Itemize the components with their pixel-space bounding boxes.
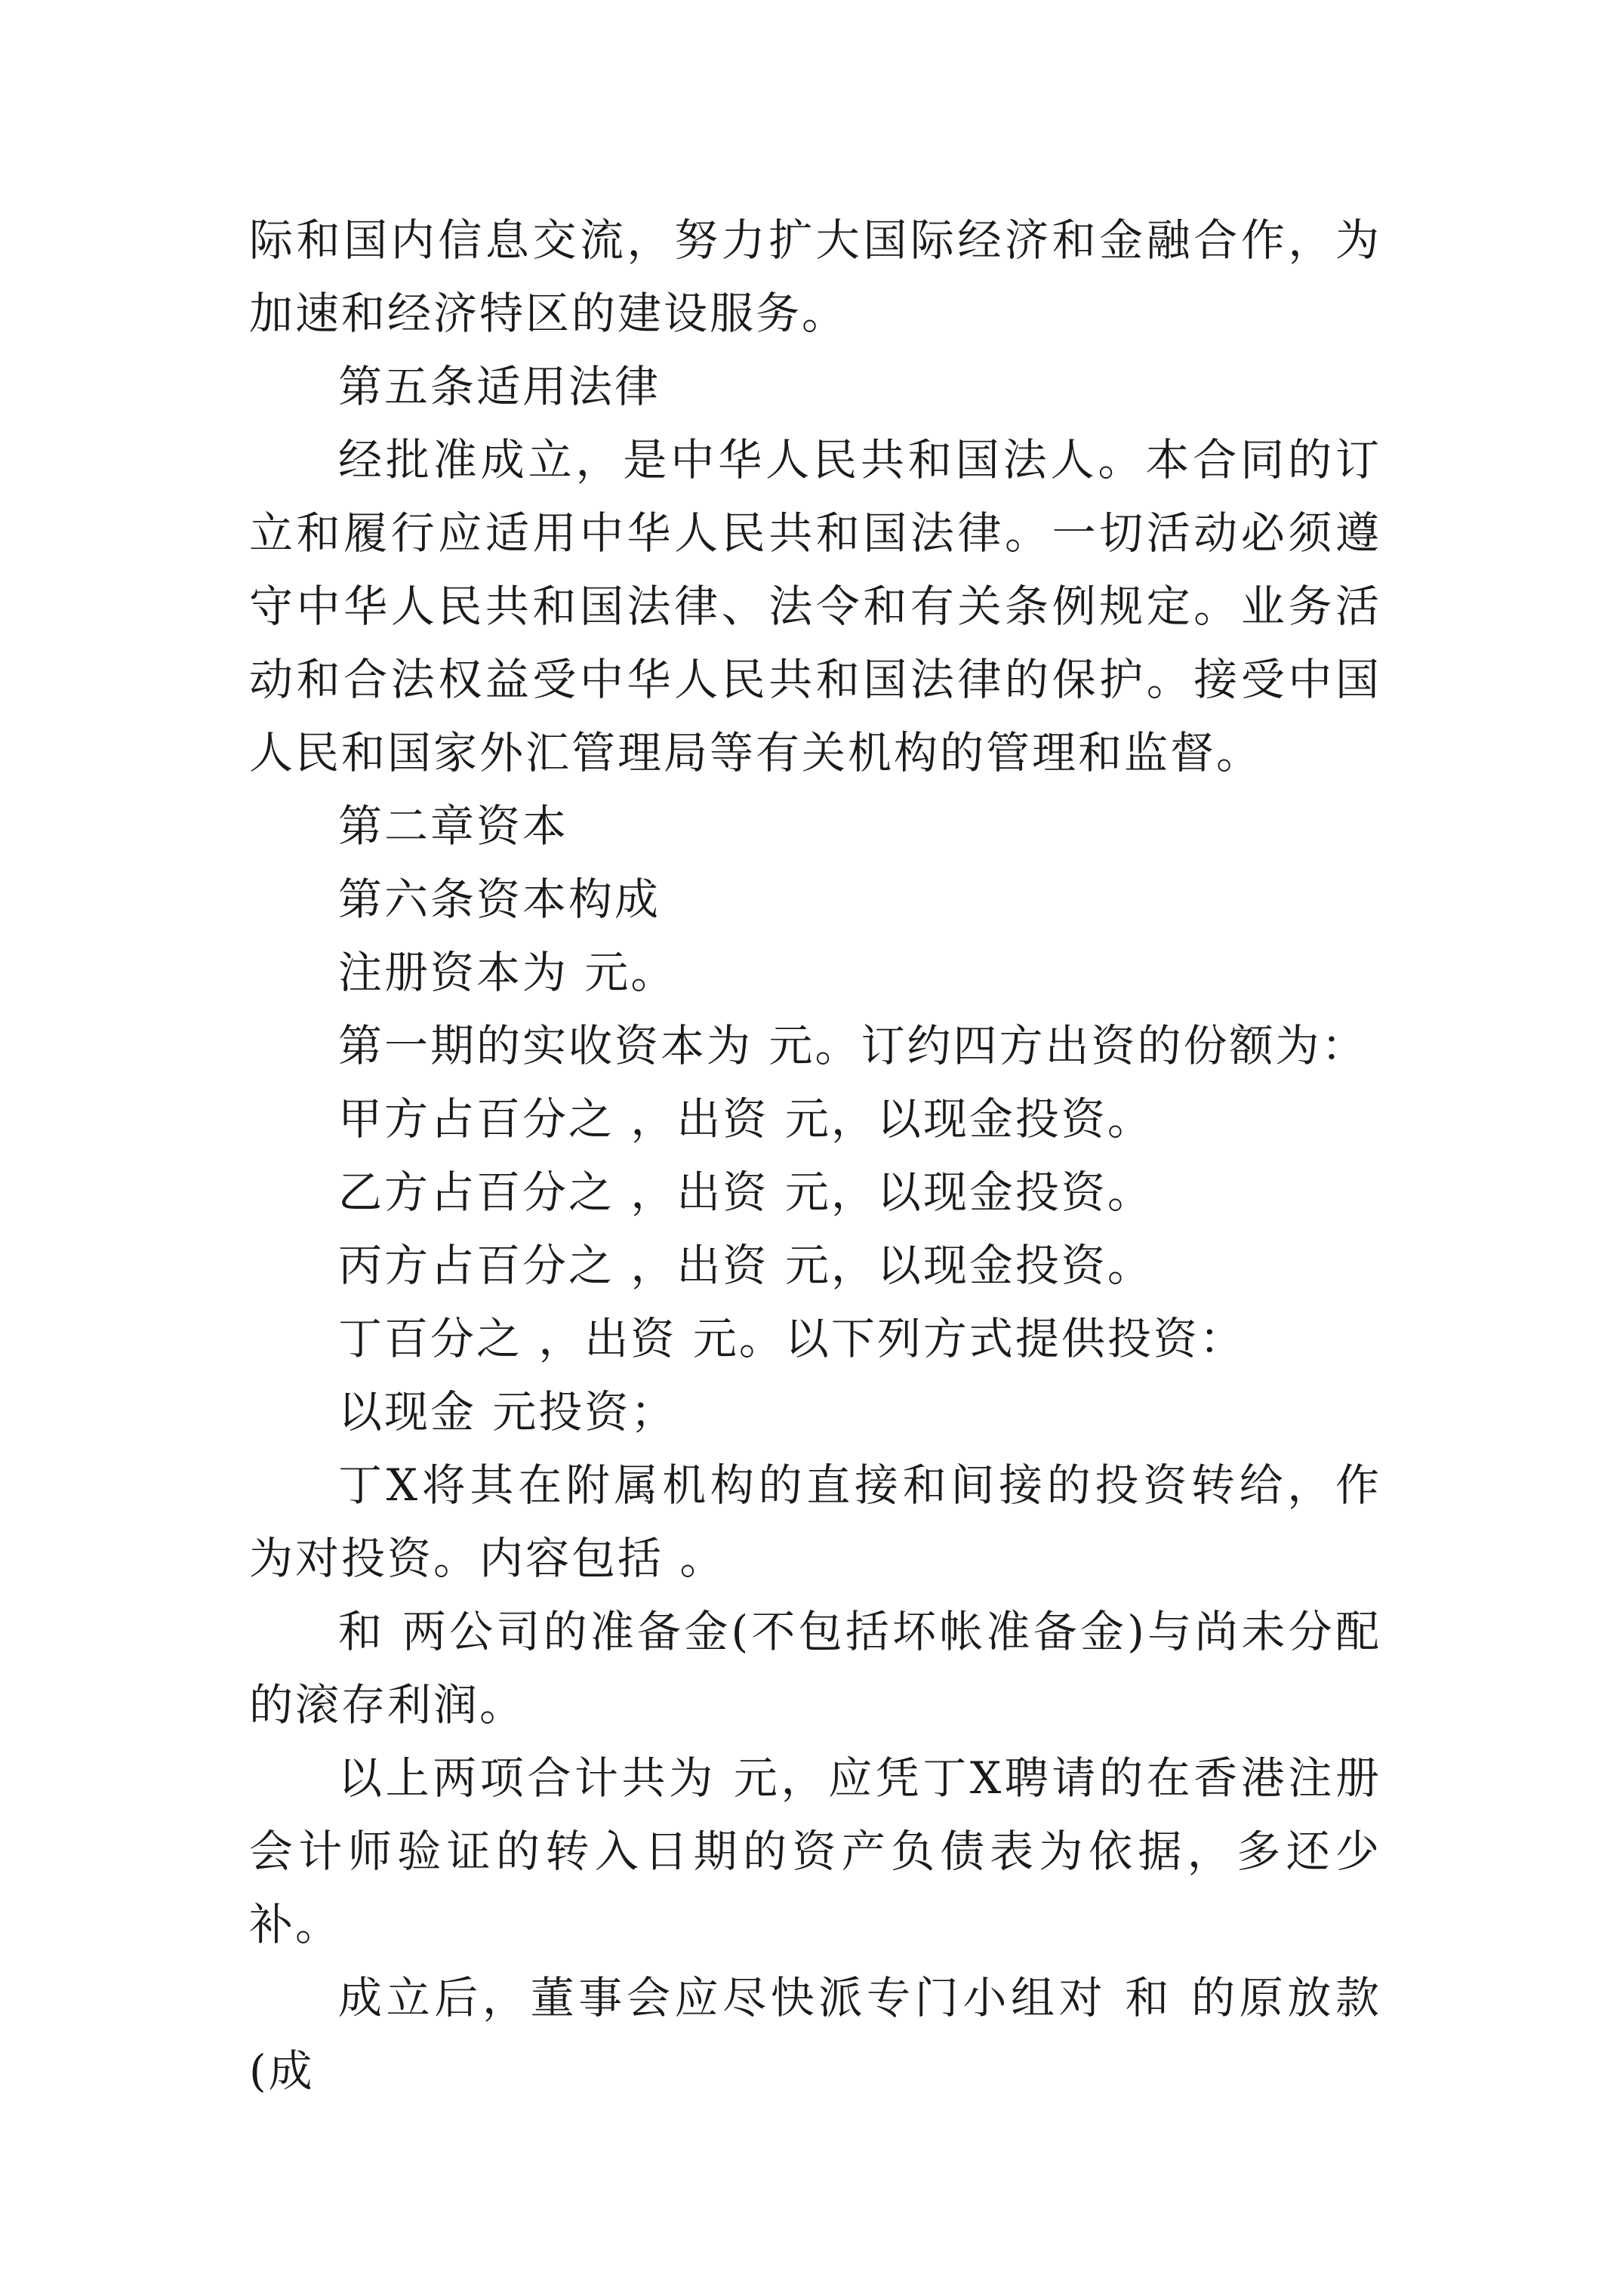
paragraph-applicable-law: 经批准成立，是中华人民共和国法人。本合同的订立和履行应适用中华人民共和国法律。一切活动必须遵守中华人民共和国法律、法令和有关条例规定。业务活动和合法权益受中华人民共和国法律的保护。接受中国人民和国家外汇管理局等有关机构的管理和监督。 bbox=[249, 434, 1381, 778]
document-body bbox=[249, 204, 1381, 2108]
paragraph-paid-in-capital: 第一期的实收资本为 元。订约四方出资的份额为： bbox=[338, 1020, 1368, 1071]
paragraph-party-c: 丙方占百分之 ，出资 元，以现金投资。 bbox=[338, 1240, 1153, 1291]
article-6-heading: 第六条资本构成 bbox=[338, 874, 661, 925]
paragraph-registered-capital: 注册资本为 元。 bbox=[338, 947, 677, 998]
paragraph-board-review: 成立后，董事会应尽快派专门小组对 和 的原放款(成 bbox=[249, 1972, 1381, 2097]
paragraph-party-d: 丁百分之 ，出资 元。以下列方式提供投资： bbox=[338, 1313, 1246, 1364]
paragraph-investment-transfer: 丁X将其在附属机构的直接和间接的投资转给，作为对投资。内容包括 。 bbox=[249, 1459, 1381, 1584]
paragraph-reserves: 和 两公司的准备金(不包括坏帐准备金)与尚未分配的滚存利润。 bbox=[249, 1606, 1381, 1730]
article-5-heading: 第五条适用法律 bbox=[338, 361, 661, 412]
paragraph-cash-investment: 以现金 元投资； bbox=[338, 1386, 677, 1438]
paragraph-party-a: 甲方占百分之 ，出资 元，以现金投资。 bbox=[338, 1093, 1153, 1145]
chapter-2-heading: 第二章资本 bbox=[338, 800, 569, 852]
paragraph-total-amount: 以上两项合计共为 元，应凭丁X聘请的在香港注册会计师验证的转入日期的资产负债表为依据，多还少补。 bbox=[249, 1752, 1381, 1950]
paragraph-party-b: 乙方占百分之 ，出资 元，以现金投资。 bbox=[338, 1166, 1153, 1218]
paragraph-intro-continuation: 际和国内信息交流，努力扩大国际经济和金融合作，为加速和经济特区的建设服务。 bbox=[249, 214, 1381, 339]
